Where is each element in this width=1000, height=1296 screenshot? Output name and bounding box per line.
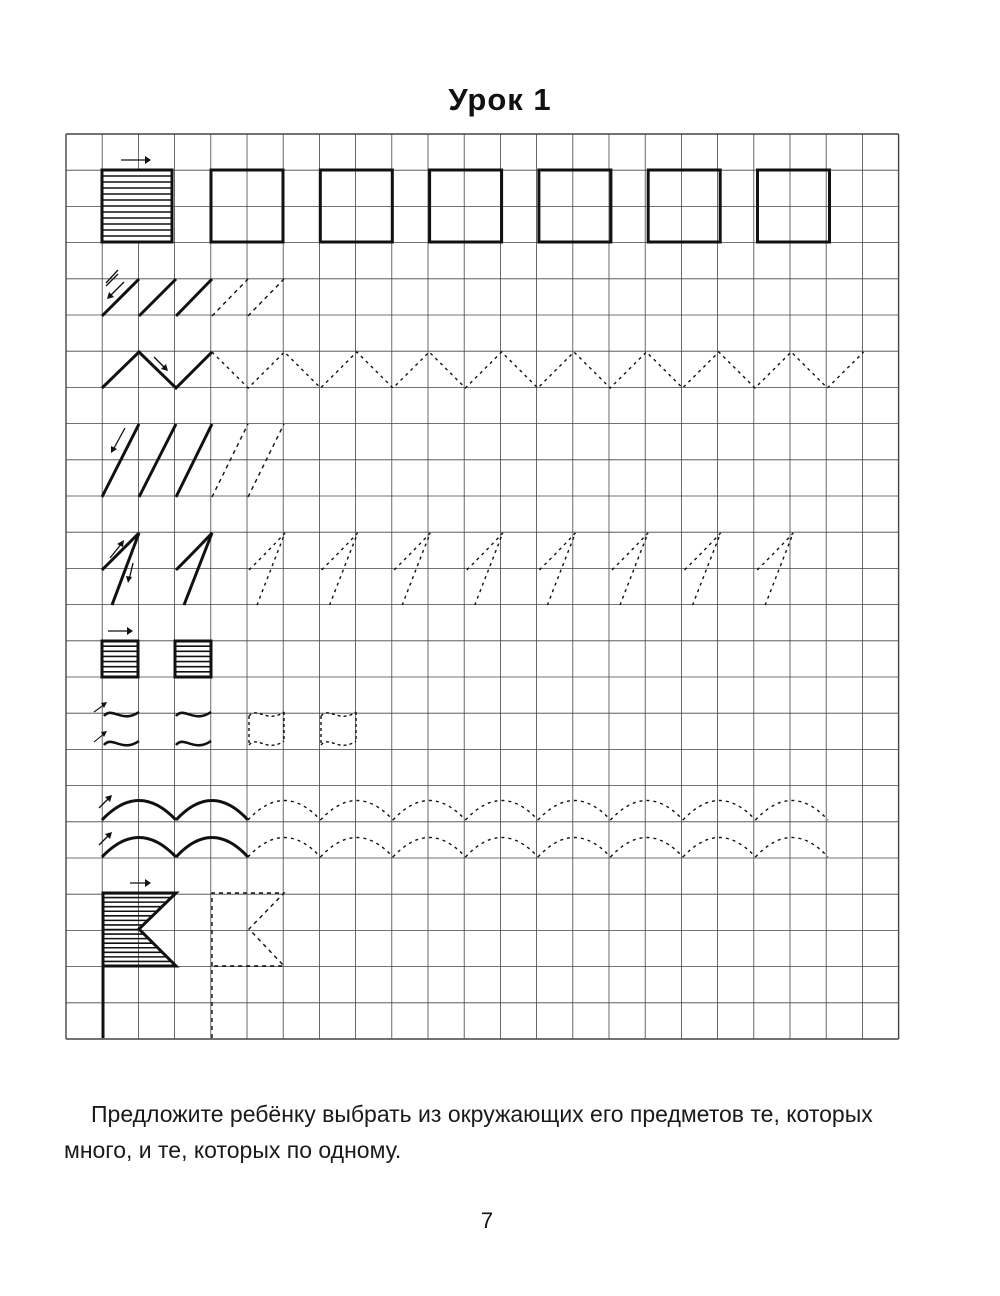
long-slanted-dotted[interactable] bbox=[212, 424, 284, 497]
short-slanted-solid bbox=[102, 279, 212, 316]
arc-dotted[interactable] bbox=[756, 801, 829, 821]
arc-dotted[interactable] bbox=[321, 838, 394, 858]
long-slanted-lines-exercise bbox=[102, 424, 284, 497]
arc-dotted[interactable] bbox=[756, 838, 829, 858]
instruction-text bbox=[64, 1096, 914, 1168]
waves-exercise bbox=[94, 702, 356, 745]
arcs-exercise bbox=[99, 795, 828, 857]
arc-dotted[interactable] bbox=[683, 838, 756, 858]
long-slanted-solid bbox=[102, 424, 212, 497]
arc-dotted[interactable] bbox=[611, 838, 684, 858]
arc-dotted[interactable] bbox=[466, 801, 539, 821]
arrow-right-icon bbox=[108, 627, 133, 635]
instruction-paragraph: Предложите ребёнку выбрать из окружающих его предметов те, которых много, и те, которых по одному. bbox=[64, 1101, 873, 1163]
zigzag-solid bbox=[102, 352, 212, 388]
shaded-flag-sample bbox=[103, 893, 176, 1038]
arc-dotted[interactable] bbox=[393, 801, 466, 821]
zigzag-dotted-line[interactable] bbox=[212, 352, 864, 388]
hooks-dotted[interactable] bbox=[249, 533, 793, 605]
zigzag-exercise bbox=[102, 270, 864, 388]
page-title: Урок 1 bbox=[448, 82, 552, 117]
hook-dotted[interactable] bbox=[612, 533, 648, 605]
hooks-exercise bbox=[102, 533, 793, 605]
short-slanted-lines-exercise bbox=[102, 279, 284, 316]
arrow-right-icon bbox=[121, 156, 151, 164]
arrow-up-right-icon bbox=[99, 795, 112, 845]
arc-dotted[interactable] bbox=[321, 801, 394, 821]
arc-dotted[interactable] bbox=[538, 838, 611, 858]
arc-dotted[interactable] bbox=[683, 801, 756, 821]
arc-dotted[interactable] bbox=[393, 838, 466, 858]
waves-solid bbox=[104, 712, 211, 745]
small-squares-exercise bbox=[102, 627, 211, 677]
hook-dotted[interactable] bbox=[539, 533, 575, 605]
hook-dotted[interactable] bbox=[757, 533, 793, 605]
hook-dotted[interactable] bbox=[322, 533, 358, 605]
waves-dotted[interactable] bbox=[249, 712, 356, 745]
short-slanted-dotted[interactable] bbox=[212, 279, 284, 316]
arc-dotted[interactable] bbox=[538, 801, 611, 821]
flag-exercise bbox=[103, 879, 284, 1038]
shaded-square-sample bbox=[102, 170, 172, 242]
arrow-right-icon bbox=[130, 879, 151, 887]
arrow-down-left-icon bbox=[111, 428, 125, 453]
hook-dotted[interactable] bbox=[685, 533, 721, 605]
arc-dotted[interactable] bbox=[466, 838, 539, 858]
arcs-dotted[interactable] bbox=[248, 801, 828, 858]
arrow-up-right-icon bbox=[94, 702, 107, 742]
zigzag-dotted[interactable] bbox=[212, 352, 864, 388]
page-number: 7 bbox=[480, 1208, 494, 1233]
arc-dotted[interactable] bbox=[248, 801, 321, 821]
hook-dotted[interactable] bbox=[249, 533, 285, 605]
small-shaded-squares bbox=[102, 641, 211, 677]
hook-dotted[interactable] bbox=[394, 533, 430, 605]
squares-exercise bbox=[102, 156, 830, 242]
flag-dotted[interactable] bbox=[212, 893, 284, 1038]
arc-dotted[interactable] bbox=[611, 801, 684, 821]
arc-dotted[interactable] bbox=[248, 838, 321, 858]
hook-dotted[interactable] bbox=[467, 533, 503, 605]
